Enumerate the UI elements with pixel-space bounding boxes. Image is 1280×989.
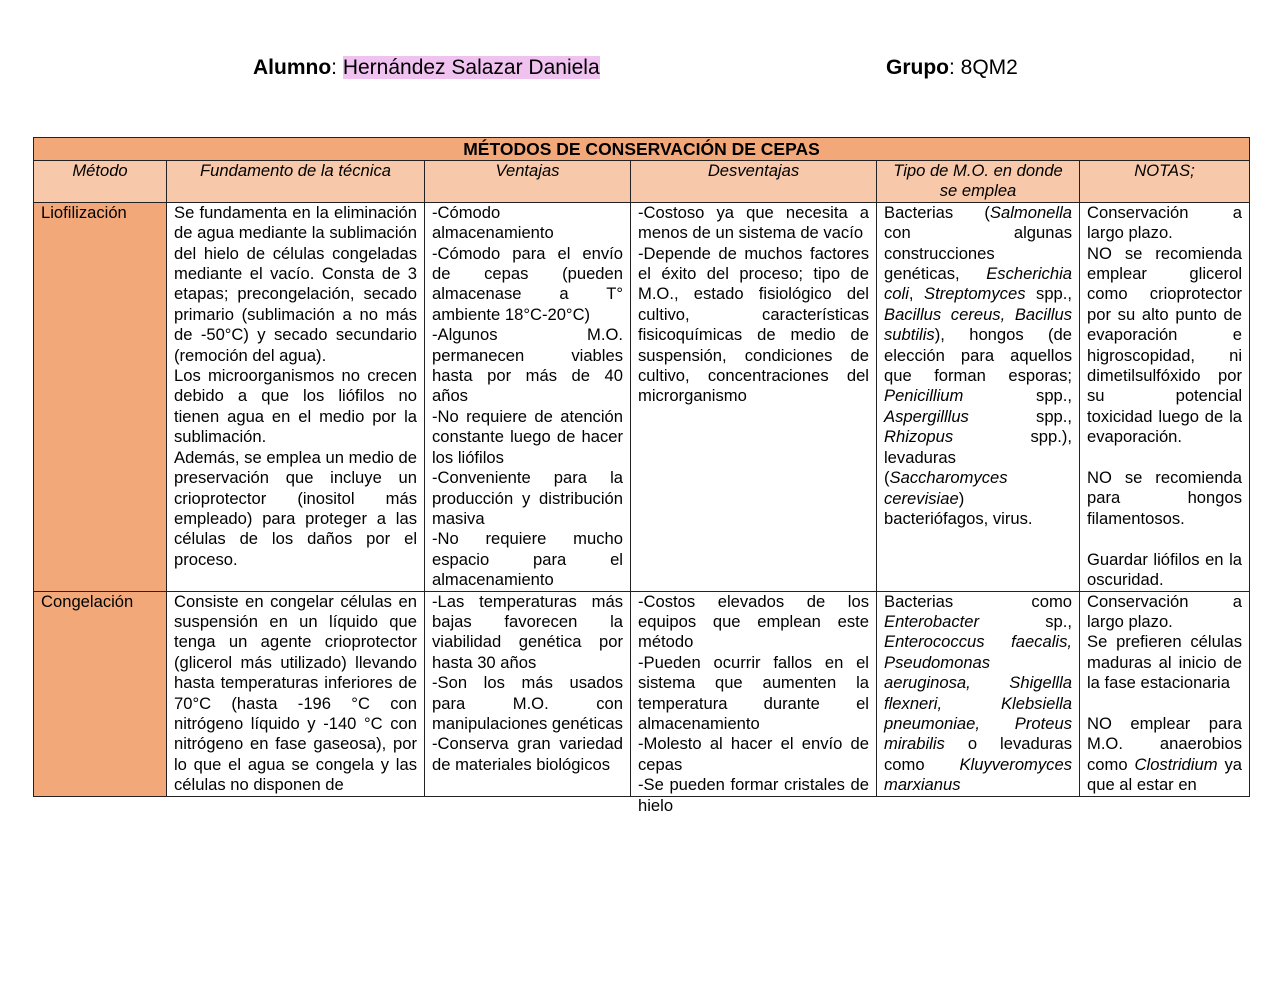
text-run: sp., (979, 611, 1072, 631)
paragraph: Los microorganismos no crecen debido a que los liófilos no tienen agua en el medio por la sublimación. (174, 366, 417, 447)
note: Conservación a largo plazo. (1087, 202, 1243, 243)
text-run: ) bacteriófagos, virus. (884, 488, 1033, 528)
method-label: Congelación (41, 591, 134, 611)
species-name: Saccharomyces cerevisiae (884, 468, 1008, 508)
spacer (1087, 448, 1242, 468)
group-field (886, 56, 1018, 80)
student-separator: : (331, 56, 343, 79)
text-run: spp., (968, 406, 1072, 426)
text-run: o levaduras como (884, 734, 1072, 774)
table-header-row (34, 161, 1250, 203)
species-name: Escherichia coli (884, 264, 1072, 304)
fundamento-cell (167, 591, 425, 796)
species-name: Bacillus cereus, Bacillus subtilis (884, 304, 1072, 345)
list-item: -Cómodo para el envío de cepas (pueden almacenase a T° ambiente 18°C-20°C) (432, 243, 623, 324)
paragraph: Consiste en congelar células en suspensión en un líquido que tenga un agente crioprotector (glicerol más utilizado) llevando hasta temperaturas inferiores de 70°C (hasta -196 °C con nitrógeno líquido y -140 °C con nitrógeno en fase gaseosa), por lo que el agua se congela y las células no disponen de (174, 591, 417, 795)
table-title-row (34, 138, 1250, 161)
column-header-method: Método (34, 161, 167, 203)
species-name: Kluyveromyces marxianus (884, 754, 1072, 795)
spacer (1087, 529, 1242, 549)
column-header-notas: NOTAS; (1080, 161, 1250, 203)
list-item: -Molesto al hacer el envío de cepas (638, 734, 869, 774)
list-item: -No requiere mucho espacio para el almacenamiento (432, 529, 623, 590)
ventajas-cell (425, 202, 631, 591)
list-item: -Costos elevados de los equipos que emplean este método (638, 591, 869, 652)
note (1087, 714, 1242, 796)
column-header-tipo: Tipo de M.O. en donde se emplea (877, 161, 1080, 203)
column-header-desventajas: Desventajas (631, 161, 877, 203)
fundamento-cell (167, 202, 425, 591)
table-row (34, 591, 1250, 796)
paragraph: Se fundamenta en la eliminación de agua mediante la sublimación del hielo de células congeladas mediante el vacío. Consta de 3 etapas; precongelación, secado primario (sublimación a no más de -50°C) y secado secundario (remoción del agua). (174, 202, 417, 365)
list-item: -Se pueden formar cristales de hielo (638, 775, 869, 815)
species-name: Streptomyces (924, 284, 1026, 304)
list-item: -Pueden ocurrir fallos en el sistema que aumenten la temperatura durante el almacenamiento (638, 652, 869, 733)
text-run: Bacterias como (884, 591, 1072, 611)
document-header (0, 56, 1280, 86)
table-title: MÉTODOS DE CONSERVACIÓN DE CEPAS (34, 138, 1250, 161)
species-name: Enterococcus faecalis, Pseudomonas aeruginosa, Shigellla flexneri, Klebsiella pneumoniae, Proteus mirabilis (884, 632, 1072, 754)
list-item: -Las temperaturas más bajas favorecen la viabilidad genética por hasta 30 años (432, 591, 623, 672)
list-item: -Conserva gran variedad de materiales biológicos (432, 734, 623, 774)
species-name: Rhizopus (884, 427, 954, 447)
ventajas-cell (425, 591, 631, 796)
tipo-cell (877, 591, 1080, 796)
list-item: -Conveniente para la producción y distribución masiva (432, 468, 623, 528)
group-value: 8QM2 (960, 56, 1018, 79)
student-label: Alumno (253, 56, 332, 79)
species-name: Aspergilllus (884, 406, 969, 426)
text-run: Bacterias ( (884, 202, 990, 222)
student-field (253, 56, 600, 80)
column-header-ventajas: Ventajas (425, 161, 631, 203)
group-label: Grupo (886, 56, 949, 79)
student-name: Hernández Salazar Daniela (342, 56, 600, 79)
list-item: -Son los más usados para M.O. con manipulaciones genéticas (432, 673, 623, 733)
note: NO se recomienda para hongos filamentosos. (1087, 468, 1243, 528)
desventajas-cell (631, 202, 877, 591)
notas-cell (1080, 591, 1250, 796)
group-separator: : (949, 56, 961, 79)
text-run: NO emplear para M.O. anaerobios como (1087, 713, 1243, 774)
notas-cell (1080, 202, 1250, 591)
list-item: -No requiere de atención constante luego de hacer los liófilos (432, 406, 623, 467)
text-run: spp., (1025, 284, 1072, 304)
tipo-cell (877, 202, 1080, 591)
table-row (34, 202, 1250, 591)
text-run: con algunas construcciones genéticas, (884, 223, 1072, 284)
method-cell (34, 591, 167, 796)
desventajas-cell (631, 591, 877, 815)
note: Guardar liófilos en la oscuridad. (1087, 549, 1243, 590)
species-name: Clostridium (1134, 754, 1218, 774)
note: NO se recomienda emplear glicerol como crioprotector por su alto punto de evaporación e higroscopidad, ni dimetilsulfóxido por su potencial toxicidad luego de la evaporación. (1087, 243, 1243, 447)
list-item: -Depende de muchos factores el éxito del proceso; tipo de M.O., estado fisiológico del cultivo, características fisicoquímicas de medio de suspensión, condiciones de cultivo, concentraciones del microrganismo (638, 243, 869, 406)
text-run: spp., (963, 386, 1072, 406)
text-run: , (908, 284, 925, 304)
paragraph: Además, se emplea un medio de preservación que incluye un crioprotector (inositol más empleado) para proteger a las células de los daños por el proceso. (174, 447, 417, 569)
species-name: Salmonella (989, 202, 1072, 222)
text-run: ya que al estar en (1087, 754, 1243, 795)
method-cell: Liofilización (34, 202, 167, 591)
conservation-methods-table (33, 137, 1250, 815)
species-name: Penicillium (884, 386, 964, 406)
note: Conservación a largo plazo. (1087, 591, 1243, 631)
list-item: -Cómodo almacenamiento (432, 202, 554, 243)
text-run: spp.), levaduras ( (884, 427, 1072, 488)
list-item: -Costoso ya que necesita a menos de un sistema de vacío (638, 202, 869, 243)
species-name: Enterobacter (884, 611, 980, 631)
column-header-fundamento: Fundamento de la técnica (167, 161, 425, 203)
note: Se prefieren células maduras al inicio de la fase estacionaria (1087, 632, 1243, 693)
text-run: ), hongos (de elección para aquellos que forman esporas; (884, 325, 1072, 386)
spacer (1087, 694, 1242, 714)
list-item: -Algunos M.O. permanecen viables hasta por más de 40 años (432, 325, 623, 406)
